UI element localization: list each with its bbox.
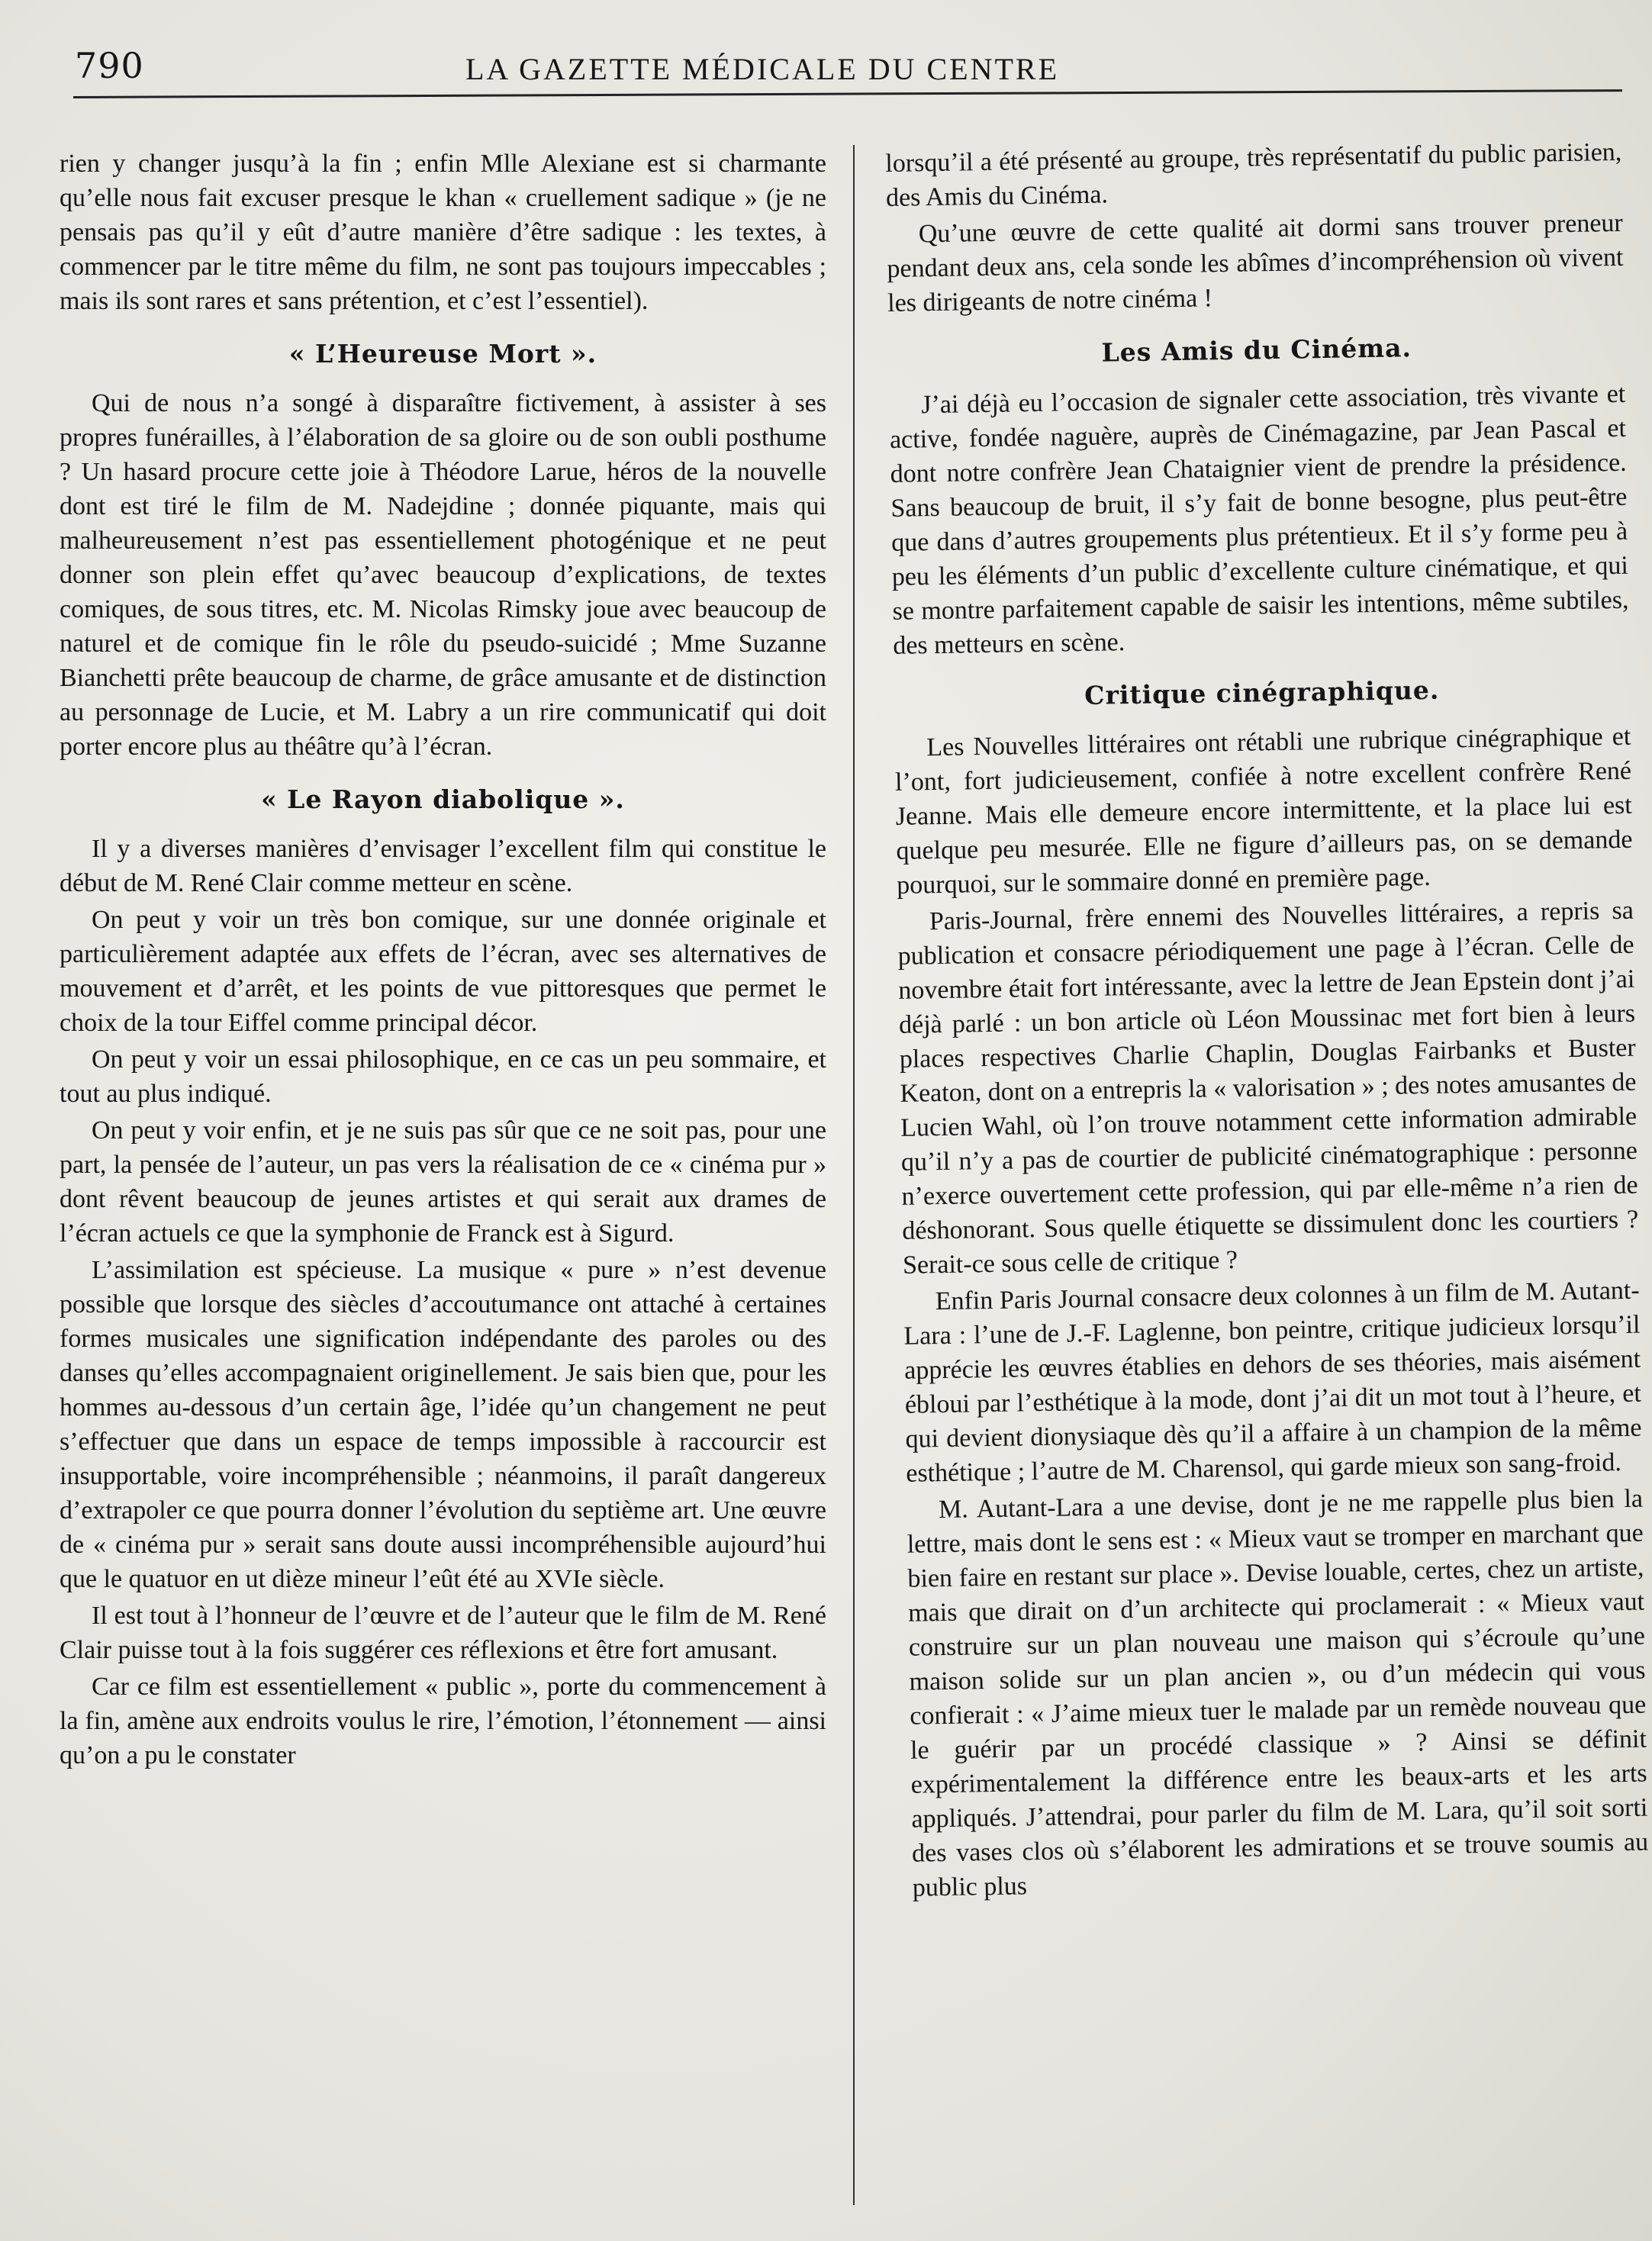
page-header	[69, 42, 1633, 95]
paragraph: Il y a diverses manières d’envisager l’excellent film qui constitue le début de M. René Clair comme metteur en scène.	[60, 835, 826, 897]
paragraph: Enfin Paris Journal consacre deux colonnes à un film de M. Autant-Lara : l’une de J.-F. Laglenne, bon peintre, critique judicieux lorsqu’il apprécie les œuvres établies en dehors de ses théories, mais aisément ébloui par l’esthétique à la mode, dont j’ai dit un mot tout à l’heure, et qui devient dionysiaque dès qu’il a affaire à un champion de la même esthétique ; l’autre de M. Charensol, qui garde mieux son sang-froid.	[903, 1276, 1642, 1488]
paragraph: Paris-Journal, frère ennemi des Nouvelles littéraires, a repris sa publication et consacre périodiquement une page à l’écran. Celle de novembre était fort intéressante, avec la lettre de Jean Epstein dont j’ai déjà parlé : un bon article où Léon Moussinac met fort bien à leurs places respectives Charlie Chaplin, Douglas Fairbanks et Buster Keaton, dont on a entrepris la « valorisation » ; des notes amusantes de Lucien Wahl, où l’on trouve notamment cette information admirable qu’il n’y a pas de courtier de publicité cinématographique : personne n’exerce ouvertement cette profession, qui par elle-même n’a rien de déshonorant. Sous quelle étiquette se dissimulent donc les courtiers ? Serait-ce sous celle de critique ?	[897, 896, 1639, 1280]
paragraph: lorsqu’il a été présenté au groupe, très représentatif du public parisien, des Amis du Cinéma.	[885, 137, 1622, 212]
left-column	[60, 147, 826, 1775]
right-column	[885, 135, 1649, 1908]
paragraph: Qu’une œuvre de cette qualité ait dormi sans trouver preneur pendant deux ans, cela sonde les abîmes d’incompréhension où vivent les dirigeants de notre cinéma !	[887, 208, 1624, 317]
paragraph: On peut y voir un très bon comique, sur une donnée originale et particulièrement adaptée aux effets de l’écran, avec ses alternatives de mouvement et d’arrêt, et les points de vue pittoresques que permet le choix de la tour Eiffel comme principal décor.	[60, 906, 826, 1037]
running-title: LA GAZETTE MÉDICALE DU CENTRE	[465, 52, 1060, 86]
paragraph: L’assimilation est spécieuse. La musique « pure » n’est devenue possible que lorsque des siècles d’accoutumance ont attaché à certaines formes musicales une signification indépendante des paroles ou des danses qu’elles accompagnaient originellement. Je sais bien que, pour les hommes au-dessous d’un certain âge, l’idée qu’un changement ne peut s’effectuer que dans un espace de temps impossible à raccourcir est insupportable, voire incompréhensible ; néanmoins, il paraît dangereux d’extrapoler ce que pourra donner l’évolution du septième art. Une œuvre de « cinéma pur » serait sans doute aussi incompréhensible aujourd’hui que le quatuor en ut dièze mineur l’eût été au XVIe siècle.	[60, 1256, 826, 1593]
paragraph: On peut y voir enfin, et je ne suis pas sûr que ce ne soit pas, pour une part, la pensée de l’auteur, un pas vers la réalisation de ce « cinéma pur » dont rêvent beaucoup de jeunes artistes et qui serait aux drames de l’écran actuels ce que la symphonie de Franck est à Sigurd.	[60, 1116, 826, 1248]
paragraph: Les Nouvelles littéraires ont rétabli une rubrique cinégraphique et l’ont, fort judicieusement, confiée à notre excellent confrère René Jeanne. Mais elle demeure encore intermittente, et la place lui est quelque peu mesurée. Elle ne figure d’ailleurs pas, on se demande pourquoi, sur le sommaire donné en première page.	[894, 722, 1633, 900]
paragraph: Car ce film est essentiellement « public », porte du commencement à la fin, amène aux endroits voulus le rire, l’émotion, l’étonnement — ainsi qu’on a pu le constater	[60, 1673, 826, 1769]
section-heading: « Le Rayon diabolique ».	[261, 784, 625, 814]
paragraph: On peut y voir un essai philosophique, en ce cas un peu sommaire, et tout au plus indiqué.	[60, 1045, 826, 1108]
paragraph: J’ai déjà eu l’occasion de signaler cette association, très vivante et active, fondée naguère, auprès de Cinémagazine, par Jean Pascal et dont notre confrère Jean Chataignier vient de prendre la présidence. Sans beaucoup de bruit, il s’y fait de bonne besogne, plus peut-être que dans d’autres groupements plus prétentieux. Et il s’y forme peu à peu les éléments d’un public d’excellente culture cinématique, et qui se montre parfaitement capable de saisir les intentions, même subtiles, des metteurs en scène.	[889, 379, 1629, 660]
column-divider	[853, 145, 855, 2205]
paragraph: rien y changer jusqu’à la fin ; enfin Mlle Alexiane est si charmante qu’elle nous fait excuser presque le khan « cruellement sadique » (je ne pensais pas qu’il y eût d’autre manière d’être sadique : les textes, à commencer par le titre même du film, ne sont pas toujours impeccables ; mais ils sont rares et sans prétention, et c’est l’essentiel).	[60, 150, 826, 315]
paragraph: Qui de nous n’a songé à disparaître fictivement, à assister à ses propres funérailles, à l’élaboration de sa gloire ou de son oubli posthume ? Un hasard procure cette joie à Théodore Larue, héros de la nouvelle dont est tiré le film de M. Nadejdine ; donnée piquante, mais qui malheureusement n’est pas essentiellement photogénique et ne peut donner son plein effet qu’avec beaucoup d’explications, de textes comiques, de sous titres, etc. M. Nicolas Rimsky joue avec beaucoup de naturel et de comique fin le rôle du pseudo-suicidé ; Mme Suzanne Bianchetti prête beaucoup de charme, de grâce amusante et de distinction au personnage de Lucie, et M. Labry a un rire communicatif qui doit porter encore plus au théâtre qu’à l’écran.	[60, 389, 826, 761]
page-number: 790	[75, 45, 144, 86]
section-heading: « L’Heureuse Mort ».	[288, 339, 597, 369]
section-heading: Critique cinégraphique.	[1084, 675, 1440, 710]
paragraph: Il est tout à l’honneur de l’œuvre et de l’auteur que le film de M. René Clair puisse tout à la fois suggérer ces réflexions et être fort amusant.	[60, 1602, 826, 1664]
section-heading: Les Amis du Cinéma.	[1101, 333, 1412, 368]
paragraph: M. Autant-Lara a une devise, dont je ne me rappelle plus bien la lettre, mais dont le sens est : « Mieux vaut se tromper en marchant que bien faire en restant sur place ». Devise louable, certes, chez un artiste, mais que dirait on d’un architecte qui proclamerait : « Mieux vaut construire sur un plan nouveau une maison qui s’écroule qu’une maison solide sur un plan ancien », ou d’un médecin qui vous confierait : « J’aime mieux tuer le malade par un remède nouveau que le guérir par un procédé classique » ? Ainsi se définit expérimentalement la différence entre les beaux-arts et les arts appliqués. J’attendrai, pour parler du film de M. Lara, qu’il soit sorti des vases clos où s’élaborent les admirations et se trouve soumis au public plus	[907, 1484, 1649, 1902]
